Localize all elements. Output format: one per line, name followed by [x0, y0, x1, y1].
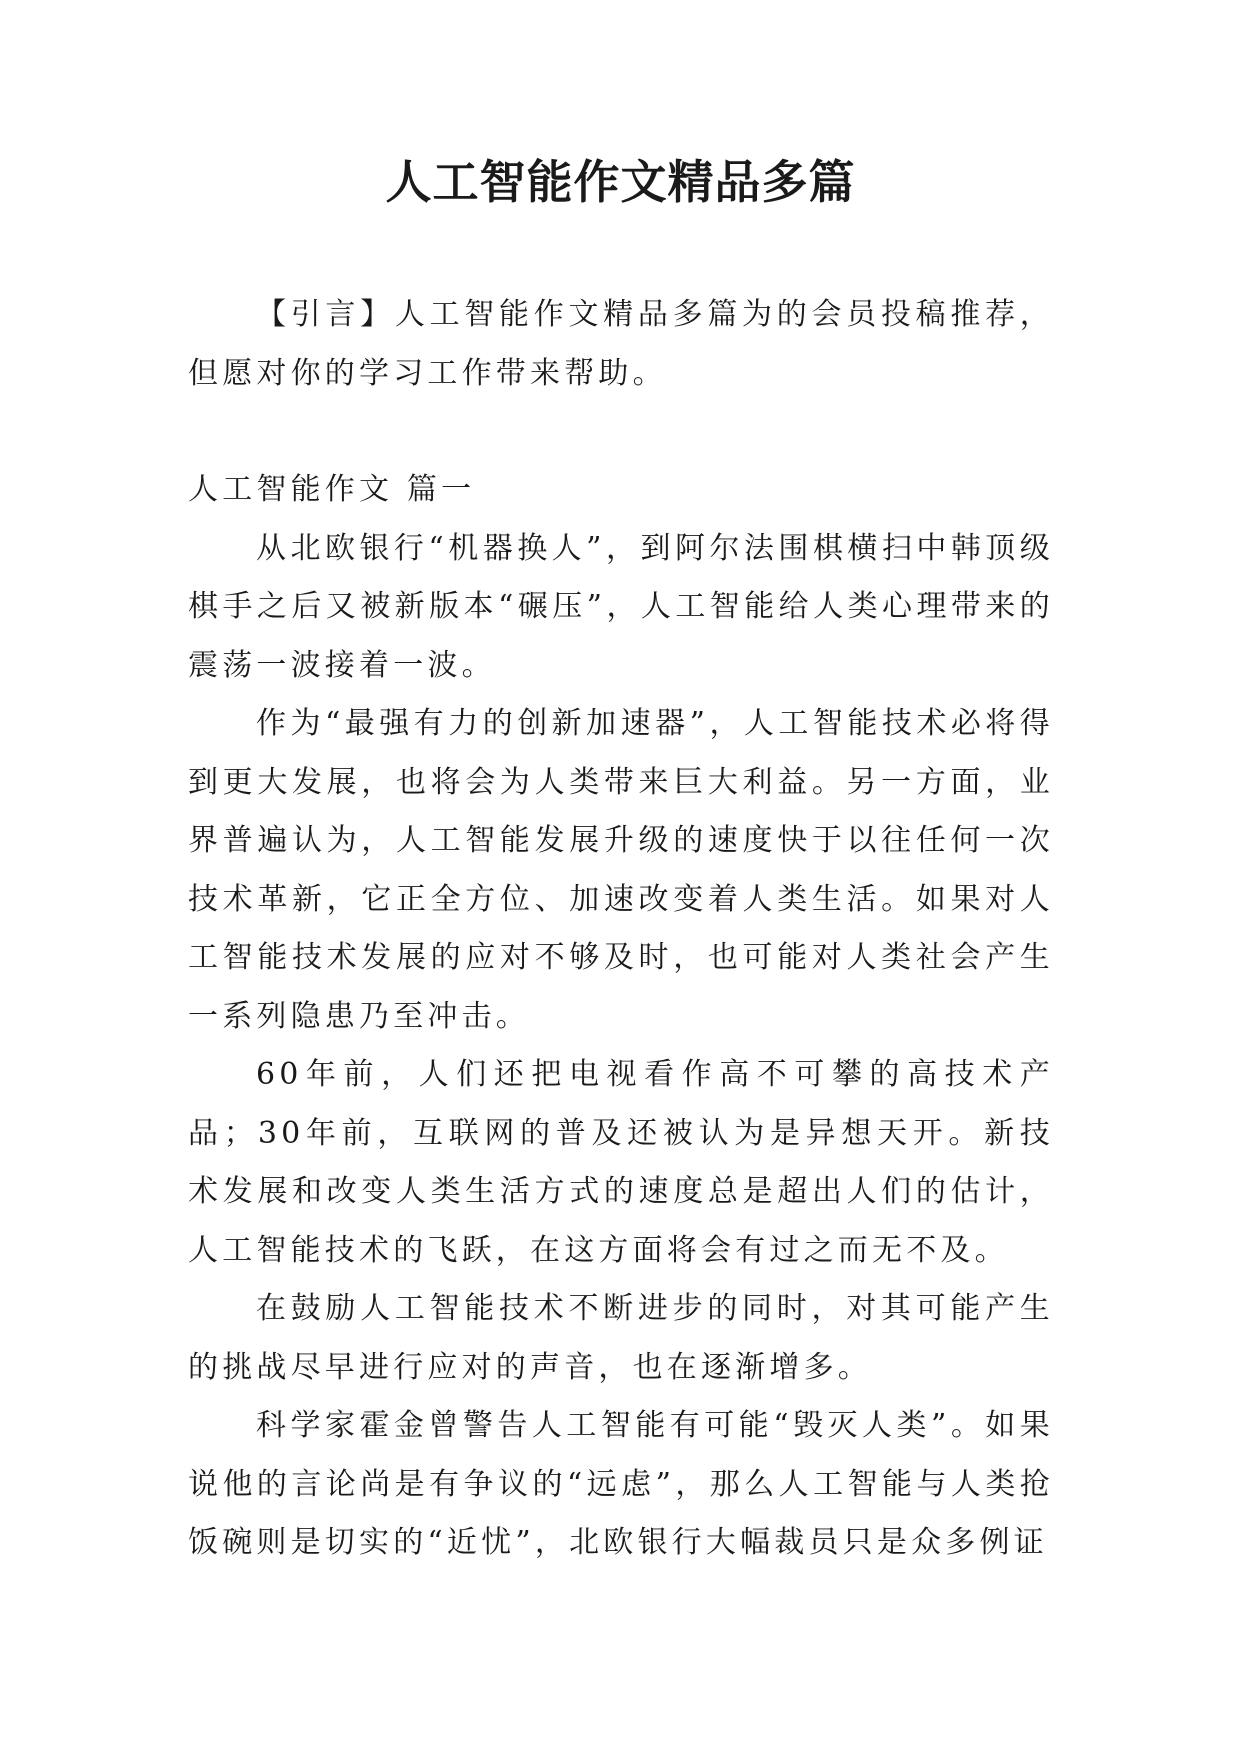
- document-body: [188, 286, 1054, 1573]
- section-heading: 人工智能作文 篇一: [188, 472, 476, 507]
- intro-paragraph: 【引言】人工智能作文精品多篇为的会员投稿推荐，但愿对你的学习工作带来帮助。: [188, 297, 1054, 391]
- body-paragraph: 在鼓励人工智能技术不断进步的同时，对其可能产生的挑战尽早进行应对的声音，也在逐渐增多。: [188, 1291, 1054, 1385]
- document-title: 人工智能作文精品多篇: [385, 155, 856, 209]
- body-paragraph: 从北欧银行“机器换人”，到阿尔法围棋横扫中韩顶级棋手之后又被新版本“碾压”，人工智能给人类心理带来的震荡一波接着一波。: [188, 530, 1054, 683]
- body-paragraph: 60年前，人们还把电视看作高不可攀的高技术产品；30年前，互联网的普及还被认为是异想天开。新技术发展和改变人类生活方式的速度总是超出人们的估计，人工智能技术的飞跃，在这方面将会有过之而无不及。: [188, 1057, 1054, 1268]
- body-paragraph: 科学家霍金曾警告人工智能有可能“毁灭人类”。如果说他的言论尚是有争议的“远虑”，那么人工智能与人类抢饭碗则是切实的“近忧”，北欧银行大幅裁员只是众多例证: [188, 1408, 1054, 1560]
- body-paragraph: 作为“最强有力的创新加速器”，人工智能技术必将得到更大发展，也将会为人类带来巨大利益。另一方面，业界普遍认为，人工智能发展升级的速度快于以往任何一次技术革新，它正全方位、加速改变着人类生活。如果对人工智能技术发展的应对不够及时，也可能对人类社会产生一系列隐患乃至冲击。: [188, 706, 1054, 1034]
